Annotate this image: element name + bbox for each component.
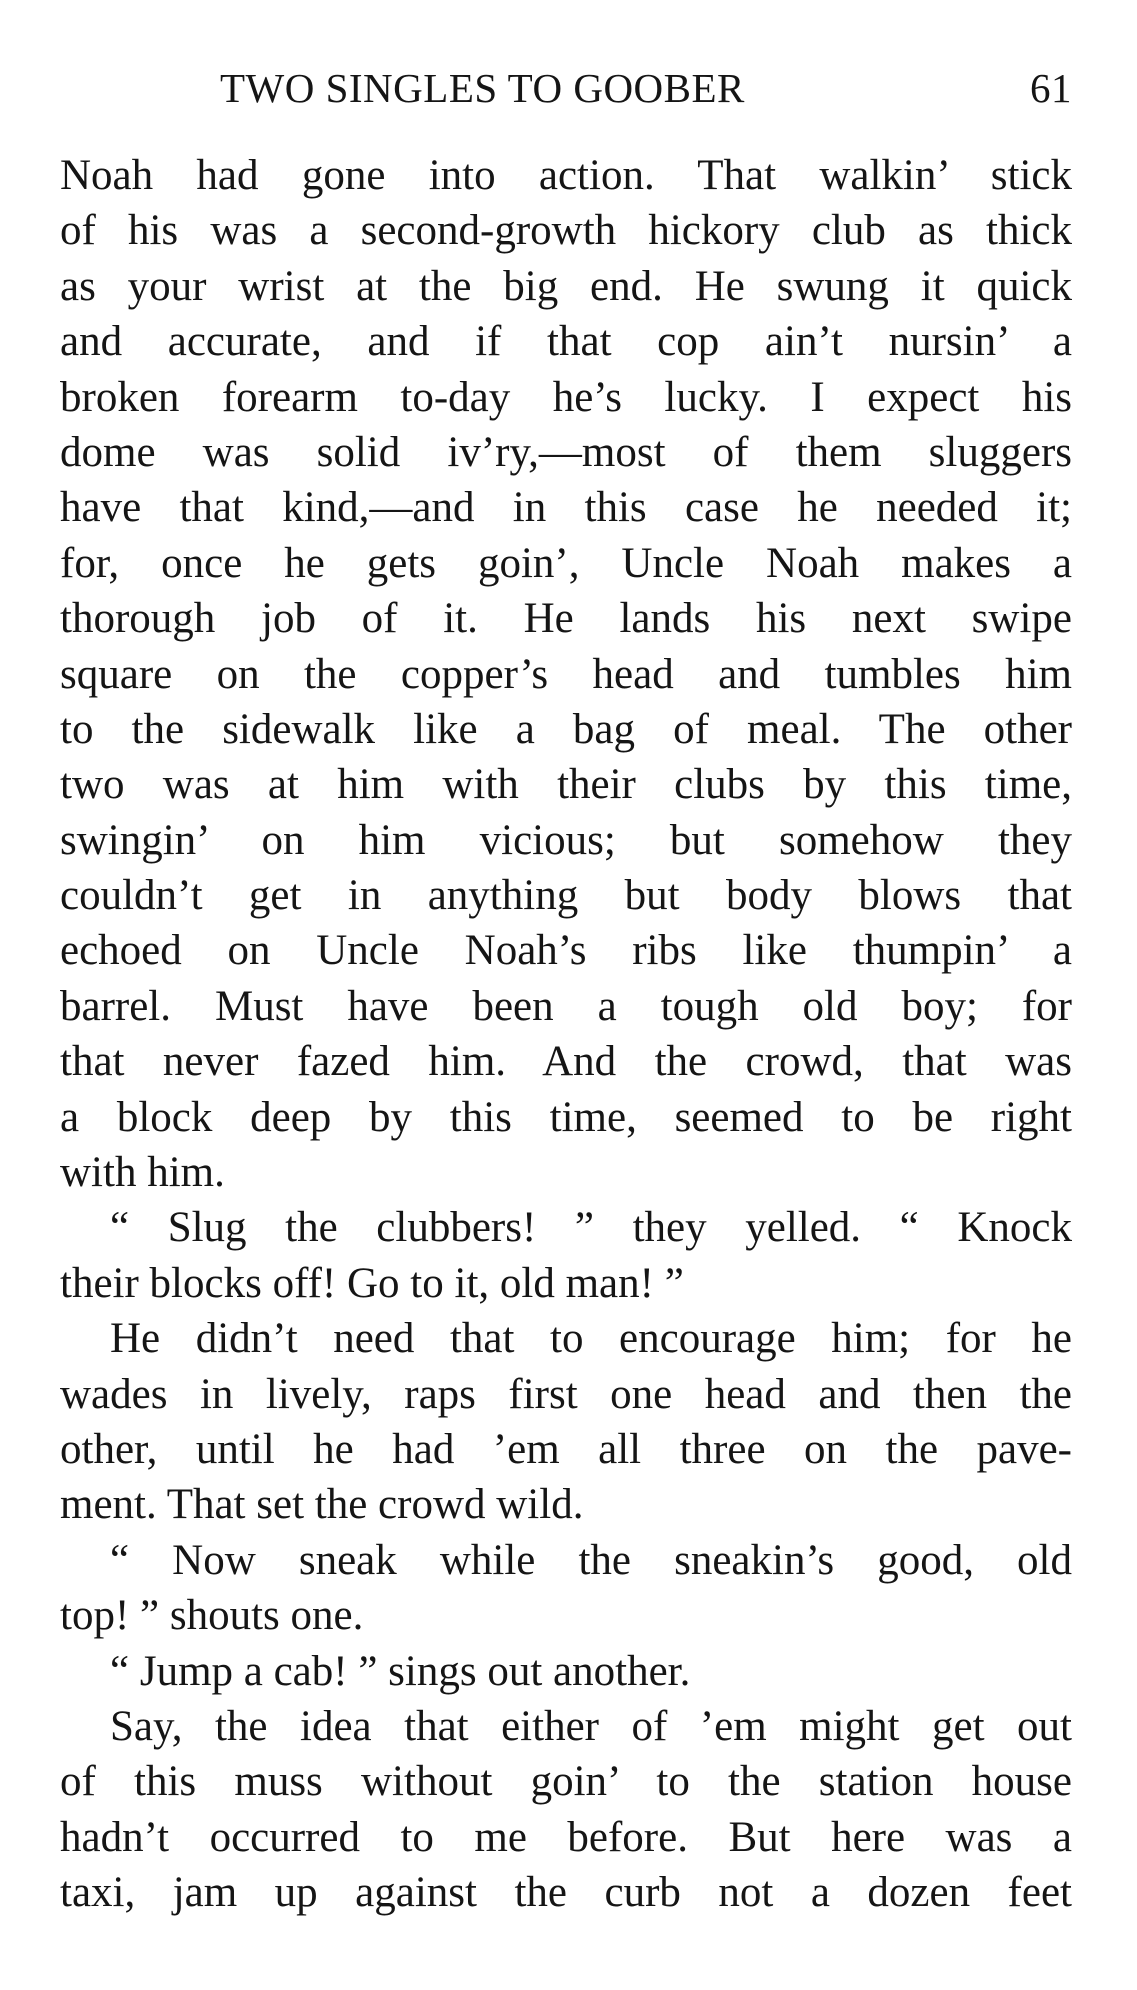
text-line: their blocks off! Go to it, old man! ” [60,1259,684,1307]
text-line: with him. [60,1149,225,1197]
text-line: other, until he had ’em all three on the pave- [60,1425,1072,1473]
text-line: He didn’t need that to encourage him; for he [110,1315,1072,1363]
text-line: “ Slug the clubbers! ” they yelled. “ Knock [110,1204,1072,1252]
text-line: dome was solid iv’ry,—most of them sluggers [60,428,1072,476]
text-line: for, once he gets goin’, Uncle Noah makes a [60,539,1072,587]
text-line: thorough job of it. He lands his next swipe [60,595,1072,643]
body-text [60,148,1072,1921]
text-line: couldn’t get in anything but body blows that [60,872,1072,920]
text-line: that never fazed him. And the crowd, that was [60,1038,1072,1086]
page-number: 61 [1030,65,1072,111]
text-line: of his was a second-growth hickory club as thick [60,207,1072,255]
running-head [60,58,1072,118]
text-line: ment. That set the crowd wild. [60,1481,584,1529]
text-line: top! ” shouts one. [60,1592,364,1640]
text-line: Say, the idea that either of ’em might get out [110,1702,1072,1750]
text-line: and accurate, and if that cop ain’t nursin’ a [60,318,1072,366]
running-title: TWO SINGLES TO GOOBER [220,65,745,111]
text-line: of this muss without goin’ to the station house [60,1758,1072,1806]
text-line: to the sidewalk like a bag of meal. The other [60,705,1072,753]
text-line: hadn’t occurred to me before. But here was a [60,1813,1072,1861]
text-line: taxi, jam up against the curb not a dozen feet [60,1869,1072,1917]
text-line: have that kind,—and in this case he needed it; [60,484,1072,532]
text-line: barrel. Must have been a tough old boy; for [60,982,1072,1030]
text-line: “ Jump a cab! ” sings out another. [110,1647,691,1695]
text-line: broken forearm to-day he’s lucky. I expect his [60,373,1072,421]
text-line: Noah had gone into action. That walkin’ stick [60,152,1072,199]
text-line: square on the copper’s head and tumbles him [60,650,1072,698]
text-line: wades in lively, raps first one head and then the [60,1370,1072,1418]
text-line: swingin’ on him vicious; but somehow they [60,816,1072,864]
text-line: two was at him with their clubs by this time, [60,761,1072,809]
text-line: a block deep by this time, seemed to be right [60,1093,1072,1141]
text-line: as your wrist at the big end. He swung it quick [60,262,1072,310]
text-line: echoed on Uncle Noah’s ribs like thumpin’ a [60,927,1072,975]
text-line: “ Now sneak while the sneakin’s good, old [110,1536,1072,1584]
